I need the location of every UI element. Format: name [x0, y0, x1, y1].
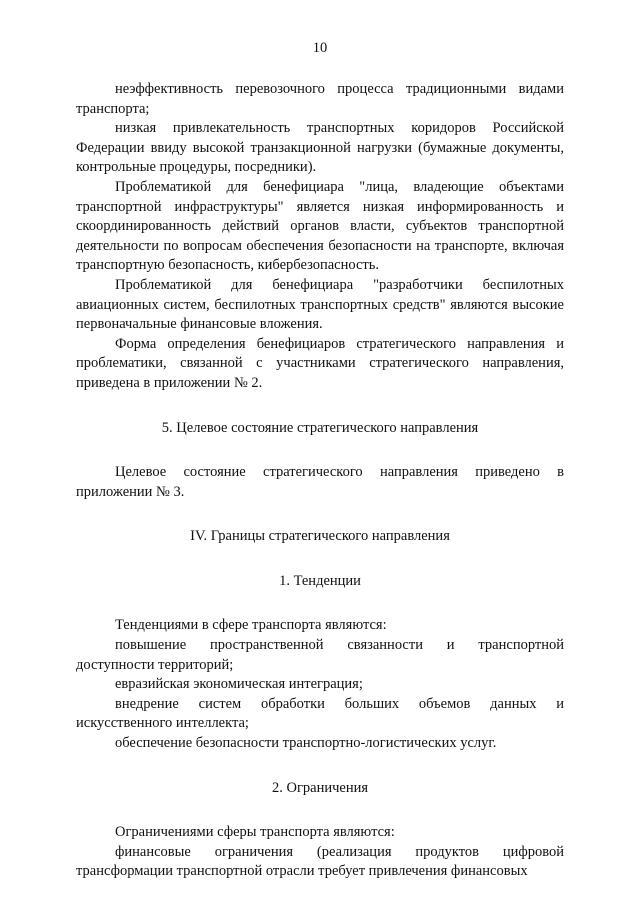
paragraph-low-attractiveness: низкая привлекательность транспортных коридоров Российской Федерации ввиду высокой транзакционной нагрузки (бумажные документы, контрольные процедуры, посредники). [76, 120, 564, 176]
paragraph-constraint-financial: финансовые ограничения (реализация продуктов цифровой трансформации транспортной отрасли требует привлечения финансовых [76, 843, 564, 880]
section-heading-trends: 1. Тенденции [279, 572, 361, 589]
paragraph-trend-connectivity: повышение пространственной связанности и транспортной доступности территорий; [76, 637, 564, 673]
paragraph-trends-intro: Тенденциями в сфере транспорта являются: [115, 617, 387, 634]
paragraph-unmanned-developers: Проблематикой для бенефициара "разработчики беспилотных авиационных систем, беспилотных транспортных средств" являются высокие первоначальные финансовые вложения. [76, 276, 564, 333]
paragraph-beneficiaries-form: Форма определения бенефициаров стратегического направления и проблематики, связанной с участниками стратегического направления, приведена в приложении № 2. [76, 335, 564, 391]
document-body [76, 80, 564, 882]
page-number: 10 [312, 40, 328, 56]
section-heading-constraints: 2. Ограничения [271, 779, 369, 796]
paragraph-target-state: Целевое состояние стратегического направления приведено в приложении № 3. [76, 464, 564, 500]
chapter-heading-boundaries: IV. Границы стратегического направления [190, 528, 450, 545]
paragraph-infrastructure-owners: Проблематикой для бенефициара "лица, владеющие объектами транспортной инфраструктуры" является низкая информированность и скоординированность действий органов власти, субъектов транспортной деятельности по вопросам обеспечения безопасности на транспорте, включая транспортную безопасность, кибербезопасность. [76, 178, 564, 274]
paragraph-trend-security: обеспечение безопасности транспортно-логистических услуг. [115, 735, 497, 752]
paragraph-trend-eurasian: евразийская экономическая интеграция; [115, 676, 363, 693]
paragraph-inefficiency: неэффективность перевозочного процесса традиционными видами транспорта; [76, 81, 564, 117]
paragraph-constraints-intro: Ограничениями сферы транспорта являются: [115, 824, 395, 841]
section-heading-target-state: 5. Целевое состояние стратегического направления [161, 419, 479, 436]
paragraph-trend-big-data: внедрение систем обработки больших объемов данных и искусственного интеллекта; [76, 695, 564, 732]
